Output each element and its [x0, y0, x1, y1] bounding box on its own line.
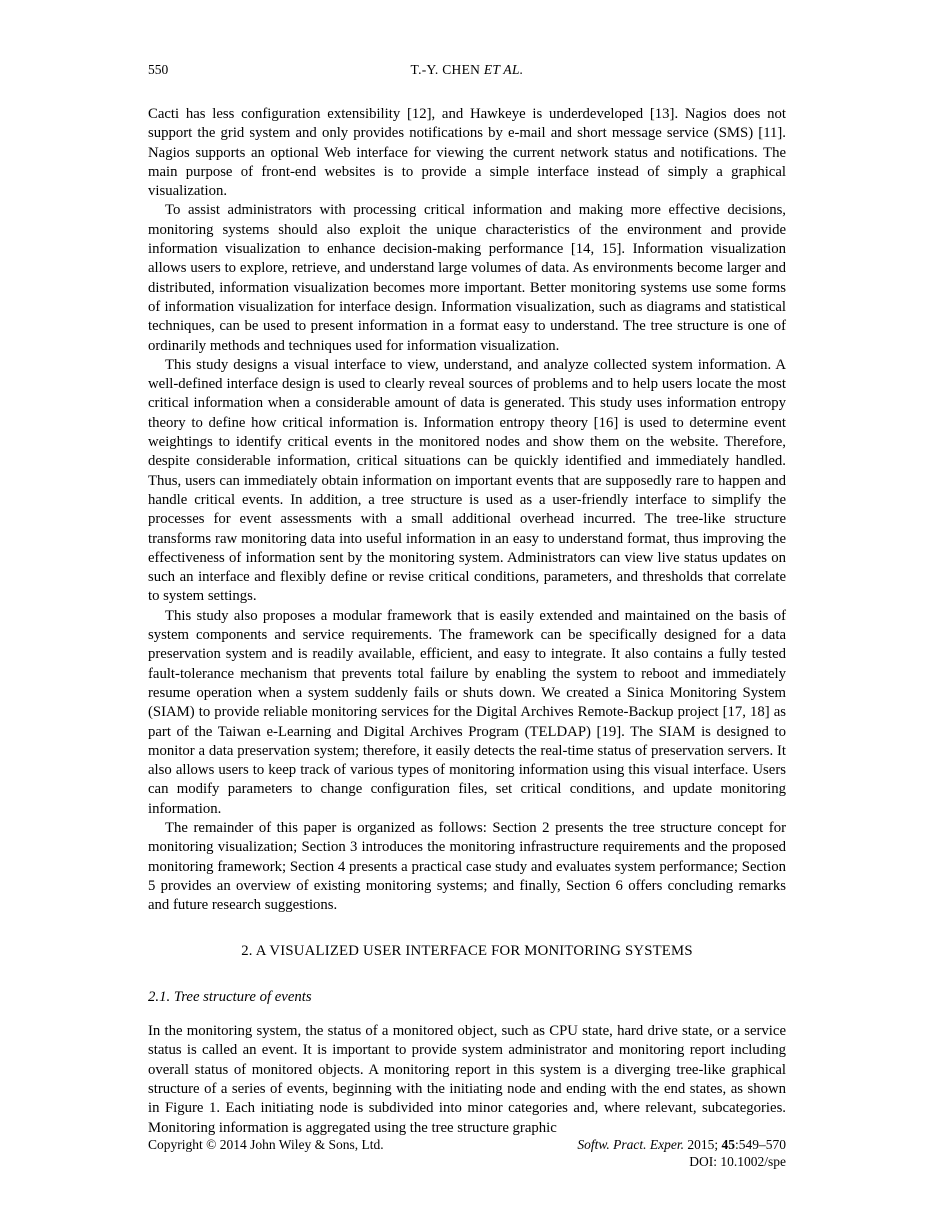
page-footer: [148, 1137, 786, 1170]
page-number: 550: [148, 62, 169, 77]
paragraph: This study designs a visual interface to view, understand, and analyze collected system information. A well-defined interface design is used to clearly reveal sources of problems and to help users locate the most critical information when a considerable amount of data is generated. This study uses information entropy theory to define how critical information is. Information entropy theory [16] is used to determine event weightings to identify critical events in the monitored nodes and show them on the website. Therefore, despite considerable information, critical situations can be quickly identified and immediately handled. Thus, users can immediately obtain information on important events that are supposedly rare to happen and handle critical events. In addition, a tree structure is used as a user-friendly interface to simplify the processes for event assessments with a small additional overhead incurred. The tree-like structure transforms raw monitoring data into useful information in an easy to understand format, thus improving the effectiveness of information sent by the monitoring system. Administrators can view live status updates on such an interface and flexibly define or revise critical conditions, parameters, and thresholds that correlate to system settings.: [148, 356, 786, 605]
journal-year: 2015;: [687, 1137, 719, 1152]
journal-pages: :549–570: [734, 1137, 786, 1152]
article-body: [148, 105, 786, 1138]
citation-line: [577, 1137, 786, 1154]
paragraph: To assist administrators with processing critical information and making more effective decisions, monitoring systems should also exploit the unique characteristics of the environment and provide information visualization to enhance decision-making performance [14, 15]. Information visualization allows users to explore, retrieve, and understand large volumes of data. As environments become larger and distributed, information visualization becomes more important. Better monitoring systems use some forms of information visualization for interface design. Information visualization, such as diagrams and statistical techniques, can be used to present information in a format easy to understand. The tree structure is one of ordinarily methods and techniques used for information visualization.: [148, 202, 786, 354]
paragraph: This study also proposes a modular framework that is easily extended and maintained on the basis of system components and service requirements. The framework can be specifically designed for a data preservation system and is readily available, efficient, and easy to integrate. It also contains a fully tested fault-tolerance mechanism that prevents total failure by enabling the system to reboot and immediately resume operation when a system suddenly fails or shuts down. We created a Sinica Monitoring System (SIAM) to provide reliable monitoring services for the Digital Archives Remote-Backup project [17, 18] as part of the Taiwan e-Learning and Digital Archives Program (TELDAP) [19]. The SIAM is designed to monitor a data preservation system; therefore, it easily detects the real-time status of preservation servers. It also allows users to keep track of various types of monitoring information using this visual interface. Users can modify parameters to change configuration files, set critical conditions, and update monitoring information.: [148, 607, 786, 817]
journal-volume: 45: [721, 1137, 735, 1152]
journal-citation: [577, 1137, 786, 1170]
copyright-notice: Copyright © 2014 John Wiley & Sons, Ltd.: [148, 1137, 384, 1152]
journal-name: Softw. Pract. Exper.: [577, 1137, 684, 1152]
paragraph: In the monitoring system, the status of a monitored object, such as CPU state, hard drive state, or a service status is called an event. It is important to provide system administrator and monitoring report including overall status of monitored objects. A monitoring report in this system is a diverging tree-like graphical structure of a series of events, beginning with the initiating node and ending with the end states, as shown in Figure 1. Each initiating node is subdivided into minor categories and, where relevant, subcategories. Monitoring information is aggregated using the tree structure graphic: [148, 1023, 786, 1136]
doi: DOI: 10.1002/spe: [689, 1153, 786, 1169]
running-title: [148, 62, 786, 78]
running-header: [148, 62, 786, 78]
section-heading: 2. A VISUALIZED USER INTERFACE FOR MONITORING SYSTEMS: [241, 943, 693, 960]
paragraph: Cacti has less configuration extensibility [12], and Hawkeye is underdeveloped [13]. Nagios does not support the grid system and only provides notifications by e-mail and short message service (SMS) [11]. Nagios supports an optional Web interface for viewing the current network status and notifications. The main purpose of front-end websites is to provide a simple interface instead of simply a graphical visualization.: [148, 106, 786, 200]
paragraph: The remainder of this paper is organized as follows: Section 2 presents the tree structure concept for monitoring visualization; Section 3 introduces the monitoring infrastructure requirements and the proposed monitoring framework; Section 4 presents a practical case study and evaluates system performance; Section 5 provides an overview of existing monitoring systems; and finally, Section 6 offers concluding remarks and future research suggestions.: [148, 819, 786, 914]
running-author: T.-Y. CHEN: [410, 62, 481, 77]
subsection-heading: 2.1. Tree structure of events: [148, 988, 312, 1005]
running-etal: ET AL.: [483, 62, 524, 77]
